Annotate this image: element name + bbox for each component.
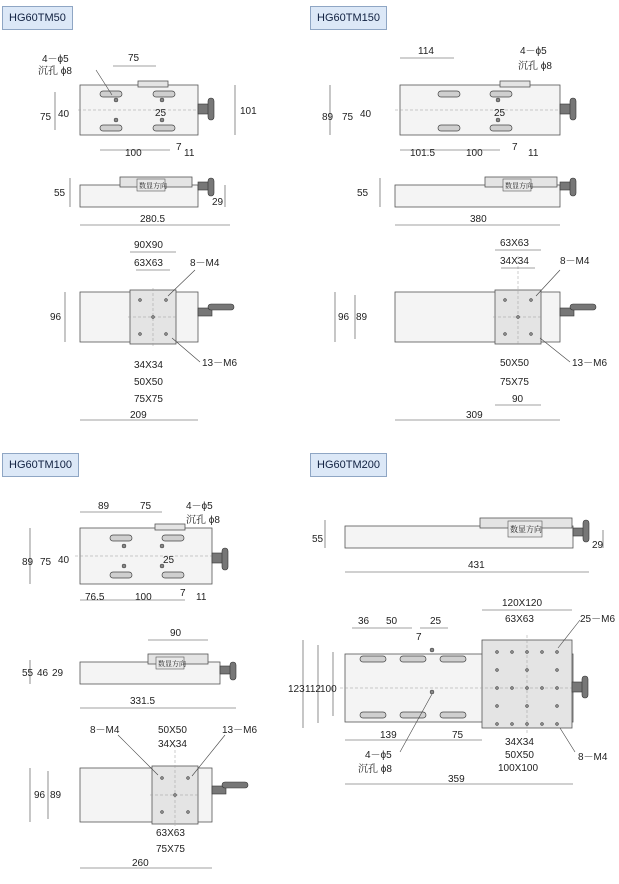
m50-plan-hole [139, 299, 142, 302]
m150-plan-hole [517, 316, 520, 319]
m50-dim-55: 55 [54, 188, 66, 199]
m200-dim-120x120: 120X120 [502, 598, 543, 609]
m200-dim-50: 50 [386, 616, 398, 627]
m200-plan-hole [526, 669, 529, 672]
m200-plan-slot [400, 712, 426, 718]
m200-plan-hole [541, 723, 544, 726]
m50-top-slot [100, 91, 122, 97]
m200-counterbore-label: 沉孔 ϕ8 [358, 764, 392, 775]
m50-dim-75v: 75 [40, 112, 52, 123]
m50-top-slot [153, 91, 175, 97]
m50-dim-280: 280.5 [140, 214, 166, 225]
m150-hole-label: 4－ϕ5 [520, 46, 547, 57]
model-tag-hg60tm150: HG60TM150 [310, 6, 387, 30]
m50-plan-hole [165, 333, 168, 336]
m100-dim-89v: 89 [22, 557, 34, 568]
m100-dim-55: 55 [22, 668, 34, 679]
m50-dim-63x63: 63X63 [134, 258, 163, 269]
m100-dim-11: 11 [196, 592, 207, 603]
model-tag-hg60tm200: HG60TM200 [310, 453, 387, 477]
m200-m4-label: 8－M4 [578, 752, 608, 763]
m200-plan-hole [556, 651, 559, 654]
m200-plan-hole [496, 723, 499, 726]
model-tag-hg60tm100: HG60TM100 [2, 453, 79, 477]
m100-top-slot [110, 572, 132, 578]
m150-top-handle-grip [570, 98, 576, 120]
m200-plan-hole [541, 687, 544, 690]
m50-dim-100: 100 [125, 148, 142, 159]
m200-plan-hole [556, 687, 559, 690]
m150-m4-label: 8－M4 [560, 256, 590, 267]
m150-plan-view [335, 250, 596, 420]
m100-plan-view [30, 735, 248, 868]
m100-dim-90: 90 [170, 628, 182, 639]
m50-m6-label: 13－M6 [202, 358, 238, 369]
m200-side-handle-grip [583, 520, 589, 542]
m150-counterbore-label: 沉孔 ϕ8 [518, 61, 552, 72]
m100-dim-260: 260 [132, 858, 149, 869]
m50-display-label: 数显方向 [139, 183, 167, 190]
m200-plan-hole [430, 690, 434, 694]
m100-dim-75x75: 75X75 [156, 844, 185, 855]
m50-m4-label: 8－M4 [190, 258, 220, 269]
m100-m6-label: 13－M6 [222, 725, 258, 736]
m100-dim-89: 89 [98, 501, 110, 512]
m200-plan-view [303, 610, 588, 784]
m100-dim-34x34: 34X34 [158, 739, 187, 750]
m200-plan-hole [496, 705, 499, 708]
m50-top-slot [153, 125, 175, 131]
m150-top-slot [438, 91, 460, 97]
m50-dim-209: 209 [130, 410, 147, 421]
m100-top-clamp [155, 524, 185, 530]
m150-m6-label: 13－M6 [572, 358, 608, 369]
m100-top-slot [162, 572, 184, 578]
m200-dim-7: 7 [416, 632, 422, 643]
m100-plan-hole [161, 777, 164, 780]
m100-side-body [80, 662, 220, 684]
m200-dim-63x63: 63X63 [505, 614, 534, 625]
m200-plan-slot [360, 656, 386, 662]
m200-dim-431: 431 [468, 560, 485, 571]
m100-dim-46: 46 [37, 668, 49, 679]
m50-dim-75: 75 [128, 53, 140, 64]
m50-plan-hole [152, 316, 155, 319]
m100-dim-25: 25 [163, 555, 175, 566]
m100-m4-label: 8－M4 [90, 725, 120, 736]
m150-dim-25: 25 [494, 108, 506, 119]
m200-side-view [325, 518, 603, 572]
m150-plan-hole [504, 333, 507, 336]
m150-dim-55: 55 [357, 188, 369, 199]
m150-display-label: 数显方向 [505, 183, 533, 190]
m50-dim-11: 11 [184, 148, 195, 159]
m50-top-hole [114, 98, 118, 102]
model-tag-hg60tm50: HG60TM50 [2, 6, 73, 30]
m100-dim-100: 100 [135, 592, 152, 603]
m100-dim-96: 96 [34, 790, 46, 801]
m200-plan-hole [511, 687, 514, 690]
m150-dim-101: 101.5 [410, 148, 436, 159]
m100-dim-40: 40 [58, 555, 70, 566]
m150-dim-63x63: 63X63 [500, 238, 529, 249]
m100-dim-63x63: 63X63 [156, 828, 185, 839]
m200-plan-hole [526, 723, 529, 726]
m200-display-label: 数显方向 [510, 525, 542, 534]
m150-dim-34x34: 34X34 [500, 256, 529, 267]
m150-dim-50x50: 50X50 [500, 358, 529, 369]
m200-plan-hole [496, 669, 499, 672]
m150-dim-75v: 75 [342, 112, 354, 123]
m100-plan-hole [174, 794, 177, 797]
m150-side-body [395, 185, 560, 207]
m50-top-hole [114, 118, 118, 122]
m100-display-label: 数显方向 [158, 661, 186, 668]
m100-top-hole [122, 564, 126, 568]
m50-dim-90x90: 90X90 [134, 240, 163, 251]
m150-dim-75x75: 75X75 [500, 377, 529, 388]
m200-plan-hole [556, 669, 559, 672]
m100-hole-label: 4－ϕ5 [186, 501, 213, 512]
m200-dim-359: 359 [448, 774, 465, 785]
m100-dim-76: 76.5 [85, 592, 105, 603]
m150-top-slot [438, 125, 460, 131]
m150-top-slot [490, 91, 512, 97]
m150-dim-309: 309 [466, 410, 483, 421]
m150-dim-114: 114 [418, 46, 434, 57]
m50-top-clamp [138, 81, 168, 87]
m200-dim-29: 29 [592, 540, 604, 551]
m100-plan-handle-grip [222, 782, 248, 788]
m100-dim-89: 89 [50, 790, 62, 801]
m200-plan-hole [556, 705, 559, 708]
m50-dim-101: 101 [240, 106, 257, 117]
m100-top-handle-grip [222, 548, 228, 570]
m100-top-slot [110, 535, 132, 541]
m150-dim-100: 100 [466, 148, 483, 159]
m150-plan-handle-grip [570, 304, 596, 310]
m200-dim-123: 123 [288, 684, 305, 695]
m100-dim-7: 7 [180, 588, 186, 599]
m200-dim-36: 36 [358, 616, 370, 627]
m50-top-hole [160, 98, 164, 102]
m200-plan-hole [556, 723, 559, 726]
m50-dim-34x34: 34X34 [134, 360, 163, 371]
m50-top-slot [100, 125, 122, 131]
m150-plan-hole [530, 299, 533, 302]
m100-dim-75v: 75 [40, 557, 52, 568]
m150-dim-96: 96 [338, 312, 350, 323]
m200-plan-slot [400, 656, 426, 662]
m150-dim-11: 11 [528, 148, 539, 159]
m150-dim-89: 89 [356, 312, 368, 323]
m150-plan-hole [530, 333, 533, 336]
m200-plan-hole [511, 723, 514, 726]
m50-dim-40: 40 [58, 109, 70, 120]
m100-plan-hole [161, 811, 164, 814]
m100-dim-331: 331.5 [130, 696, 156, 707]
m150-top-clamp [500, 81, 530, 87]
m200-plan-slot [360, 712, 386, 718]
m100-top-hole [122, 544, 126, 548]
m150-dim-89: 89 [322, 112, 334, 123]
m200-hole-label: 4－ϕ5 [365, 750, 392, 761]
m200-plan-hole [496, 687, 499, 690]
m200-dim-139: 139 [380, 730, 397, 741]
leader-line [560, 728, 575, 752]
m150-dim-380: 380 [470, 214, 487, 225]
m50-top-view [55, 66, 235, 150]
m200-dim-75: 75 [452, 730, 464, 741]
m50-dim-75x75: 75X75 [134, 394, 163, 405]
m200-dim-34x34: 34X34 [505, 737, 534, 748]
m100-plan-hole [187, 777, 190, 780]
m200-m6-label: 25－M6 [580, 614, 616, 625]
m50-dim-25: 25 [155, 108, 167, 119]
m150-top-hole [496, 98, 500, 102]
m200-plan-slot [440, 712, 466, 718]
m200-plan-hole [511, 651, 514, 654]
m100-top-hole [160, 544, 164, 548]
m100-counterbore-label: 沉孔 ϕ8 [186, 515, 220, 526]
m200-plan-hole [430, 648, 434, 652]
m200-plan-handle-grip [582, 676, 588, 698]
m50-dim-50x50: 50X50 [134, 377, 163, 388]
m50-dim-96: 96 [50, 312, 62, 323]
m150-side-handle-grip [570, 178, 576, 196]
m100-plan-hole [187, 811, 190, 814]
m200-plan-hole [526, 687, 529, 690]
m150-dim-7: 7 [512, 142, 518, 153]
m100-dim-75: 75 [140, 501, 152, 512]
m50-dim-7: 7 [176, 142, 182, 153]
m50-counterbore-label: 沉孔 ϕ8 [38, 66, 72, 77]
m150-top-slot [490, 125, 512, 131]
m200-dim-55: 55 [312, 534, 324, 545]
m200-dim-112: 112 [305, 684, 321, 695]
m200-dim-25: 25 [430, 616, 442, 627]
m200-plan-hole [526, 651, 529, 654]
m50-plan-hole [165, 299, 168, 302]
m200-plan-hole [541, 651, 544, 654]
m50-hole-label: 4－ϕ5 [42, 54, 69, 65]
m200-dim-50x50: 50X50 [505, 750, 534, 761]
m200-plan-slot [440, 656, 466, 662]
m150-dim-40: 40 [360, 109, 372, 120]
m50-top-handle-grip [208, 98, 214, 120]
m100-dim-29: 29 [52, 668, 64, 679]
m150-dim-90: 90 [512, 394, 524, 405]
m200-plan-hole [496, 651, 499, 654]
m100-top-slot [162, 535, 184, 541]
m100-side-handle-grip [230, 662, 236, 680]
m100-dim-50x50: 50X50 [158, 725, 187, 736]
m50-plan-handle-grip [208, 304, 234, 310]
m50-side-handle-grip [208, 178, 214, 196]
m200-dim-100x100: 100X100 [498, 763, 539, 774]
m200-dim-100: 100 [320, 684, 337, 695]
m200-plan-hole [526, 705, 529, 708]
m50-plan-hole [139, 333, 142, 336]
m150-plan-hole [504, 299, 507, 302]
m50-dim-29: 29 [212, 197, 224, 208]
